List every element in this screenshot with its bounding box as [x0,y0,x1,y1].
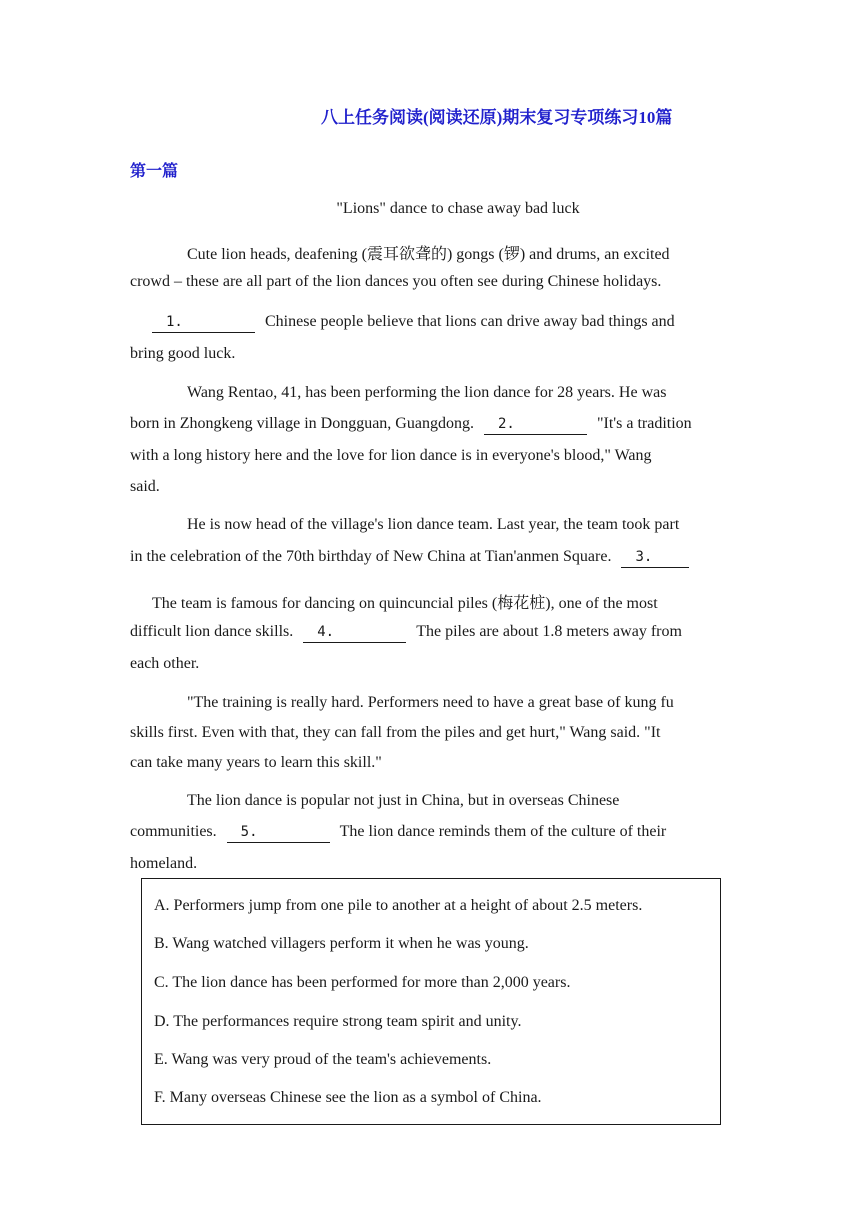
passage-text: born in Zhongkeng village in Dongguan, Guangdong. [130,415,474,432]
passage-line [130,623,682,643]
passage-text: Chinese people believe that lions can drive away bad things and [265,313,675,330]
passage-line [130,415,692,435]
passage-line [130,823,666,843]
answer-blank-1[interactable]: 1. [152,313,255,333]
passage-line: homeland. [130,855,198,872]
section-heading: 第一篇 [130,163,179,180]
passage-text: The piles are about 1.8 meters away from [416,623,682,640]
passage-line [152,313,675,333]
options-box [141,878,721,1125]
passage-line: "The training is really hard. Performers need to have a great base of kung fu [187,694,674,711]
passage-text: "It's a tradition [596,415,692,432]
answer-blank-5[interactable]: 5. [227,823,330,843]
passage-line: with a long history here and the love for lion dance is in everyone's blood," Wang [130,447,652,464]
option-b: B. Wang watched villagers perform it when he was young. [154,935,529,952]
option-f: F. Many overseas Chinese see the lion as a symbol of China. [154,1089,542,1106]
passage-line: The team is famous for dancing on quincuncial piles (梅花桩), one of the most [152,595,658,612]
answer-blank-2[interactable]: 2. [484,415,587,435]
document-title: 八上任务阅读(阅读还原)期末复习专项练习10篇 [321,108,673,127]
passage-line [130,548,689,568]
answer-blank-3[interactable]: 3. [621,548,689,568]
passage-line: The lion dance is popular not just in China, but in overseas Chinese [187,792,620,809]
passage-text: The lion dance reminds them of the culture of their [339,823,667,840]
option-e: E. Wang was very proud of the team's achievements. [154,1051,492,1068]
answer-blank-4[interactable]: 4. [303,623,406,643]
option-c: C. The lion dance has been performed for more than 2,000 years. [154,974,571,991]
passage-text: difficult lion dance skills. [130,623,294,640]
passage-text: in the celebration of the 70th birthday of New China at Tian'anmen Square. [130,548,612,565]
option-a: A. Performers jump from one pile to another at a height of about 2.5 meters. [154,897,643,914]
passage-line: said. [130,478,160,495]
passage-line: can take many years to learn this skill." [130,754,382,771]
passage-line: Wang Rentao, 41, has been performing the lion dance for 28 years. He was [187,384,667,401]
passage-line: crowd – these are all part of the lion dances you often see during Chinese holidays. [130,273,662,290]
option-d: D. The performances require strong team spirit and unity. [154,1013,522,1030]
passage-line: He is now head of the village's lion dance team. Last year, the team took part [187,516,680,533]
passage-line: bring good luck. [130,345,236,362]
passage-text: communities. [130,823,217,840]
passage-line: Cute lion heads, deafening (震耳欲聋的) gongs (锣) and drums, an excited [187,246,670,263]
passage-line: each other. [130,655,200,672]
article-title: "Lions" dance to chase away bad luck [336,200,580,217]
passage-line: skills first. Even with that, they can fall from the piles and get hurt," Wang said. "It [130,724,661,741]
